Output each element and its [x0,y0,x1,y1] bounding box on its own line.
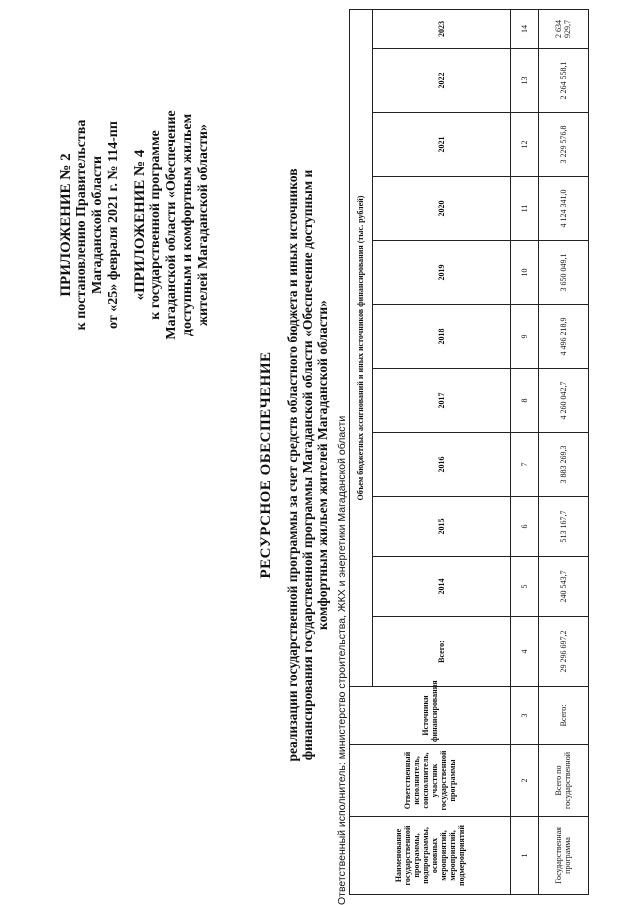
table-row [538,9,588,894]
column-number: 6 [511,497,539,557]
column-number: 5 [511,557,539,617]
appendix-sub-line-3: доступным и комфортным жильем [180,113,195,337]
header-year: 2015 [372,497,510,557]
header-year: 2020 [372,177,510,241]
appendix-title: ПРИЛОЖЕНИЕ № 2 [58,153,74,297]
column-number: 11 [511,177,539,241]
appendix-sub-line-4: жителей Магаданской области» [196,124,211,326]
row-source: Всего: [538,687,588,745]
document-subtitle-2: финансирования государственной программы Магаданской области «Обеспечение доступным и [300,169,315,761]
appendix-sub-line-2: Магаданской области «Обеспечение [164,110,179,340]
row-value: 240 543,7 [538,557,588,617]
header-total: Всего: [372,617,510,687]
row-value: 4 124 341,0 [538,177,588,241]
row-value: 513 167,7 [538,497,588,557]
column-number: 8 [511,369,539,433]
document-subtitle-3: комфортным жильем жителей Магаданской области» [315,300,330,630]
row-responsible: Всего по государственной [538,745,588,817]
appendix-line-3: от «25» февраля 2021 г. № 114-пп [106,121,121,329]
column-number: 13 [511,49,539,113]
responsible-executor: Ответственный исполнитель: министерство строительства, ЖКХ и энергетики Магаданской области [336,415,348,905]
header-volume: Объем бюджетных ассигнований и иных источников финансирования (тыс. рублей) [350,9,373,686]
row-value: 3 229 576,8 [538,113,588,177]
row-value: 3 650 049,1 [538,241,588,305]
column-number: 14 [511,9,539,48]
row-value: 4 496 218,9 [538,305,588,369]
header-year: 2016 [372,433,510,497]
header-responsible: Ответственный исполнитель, соисполнитель, участник государственной программы [350,745,511,817]
appendix-line-1: к постановлению Правительства [74,119,89,331]
column-number: 3 [511,687,539,745]
header-year: 2022 [372,49,510,113]
row-value: 2 634 929,7 [538,9,588,48]
column-number: 4 [511,617,539,687]
row-program-name: Государственная программа [538,817,588,895]
appendix-sub-title: «ПРИЛОЖЕНИЕ № 4 [132,149,148,301]
row-total: 29 296 697,2 [538,617,588,687]
header-source: Источники финансирования [350,687,511,745]
header-year: 2019 [372,241,510,305]
header-year: 2014 [372,557,510,617]
column-number: 9 [511,305,539,369]
row-value: 3 883 269,3 [538,433,588,497]
header-name: Наименование государственной программы, подпрограммы, основных мероприятий, мероприятий, подмероприятий [350,817,511,895]
header-year: 2023 [372,9,510,48]
resource-table [349,9,589,895]
row-value: 4 260 042,7 [538,369,588,433]
document-title-block [258,85,330,845]
column-number: 10 [511,241,539,305]
row-value: 2 264 558,1 [538,49,588,113]
appendix-sub-line-1: к государственной программе [148,130,163,320]
column-number: 2 [511,745,539,817]
header-year: 2021 [372,113,510,177]
document-subtitle-1: реализации государственной программы за счет средств областного бюджета и иных источников [285,168,300,762]
column-number: 7 [511,433,539,497]
header-year: 2017 [372,369,510,433]
document-title: РЕСУРСНОЕ ОБЕСПЕЧЕНИЕ [258,351,274,579]
header-year: 2018 [372,305,510,369]
appendix-header [58,15,212,435]
column-number: 12 [511,113,539,177]
appendix-line-2: Магаданской области [90,155,105,295]
column-number: 1 [511,817,539,895]
